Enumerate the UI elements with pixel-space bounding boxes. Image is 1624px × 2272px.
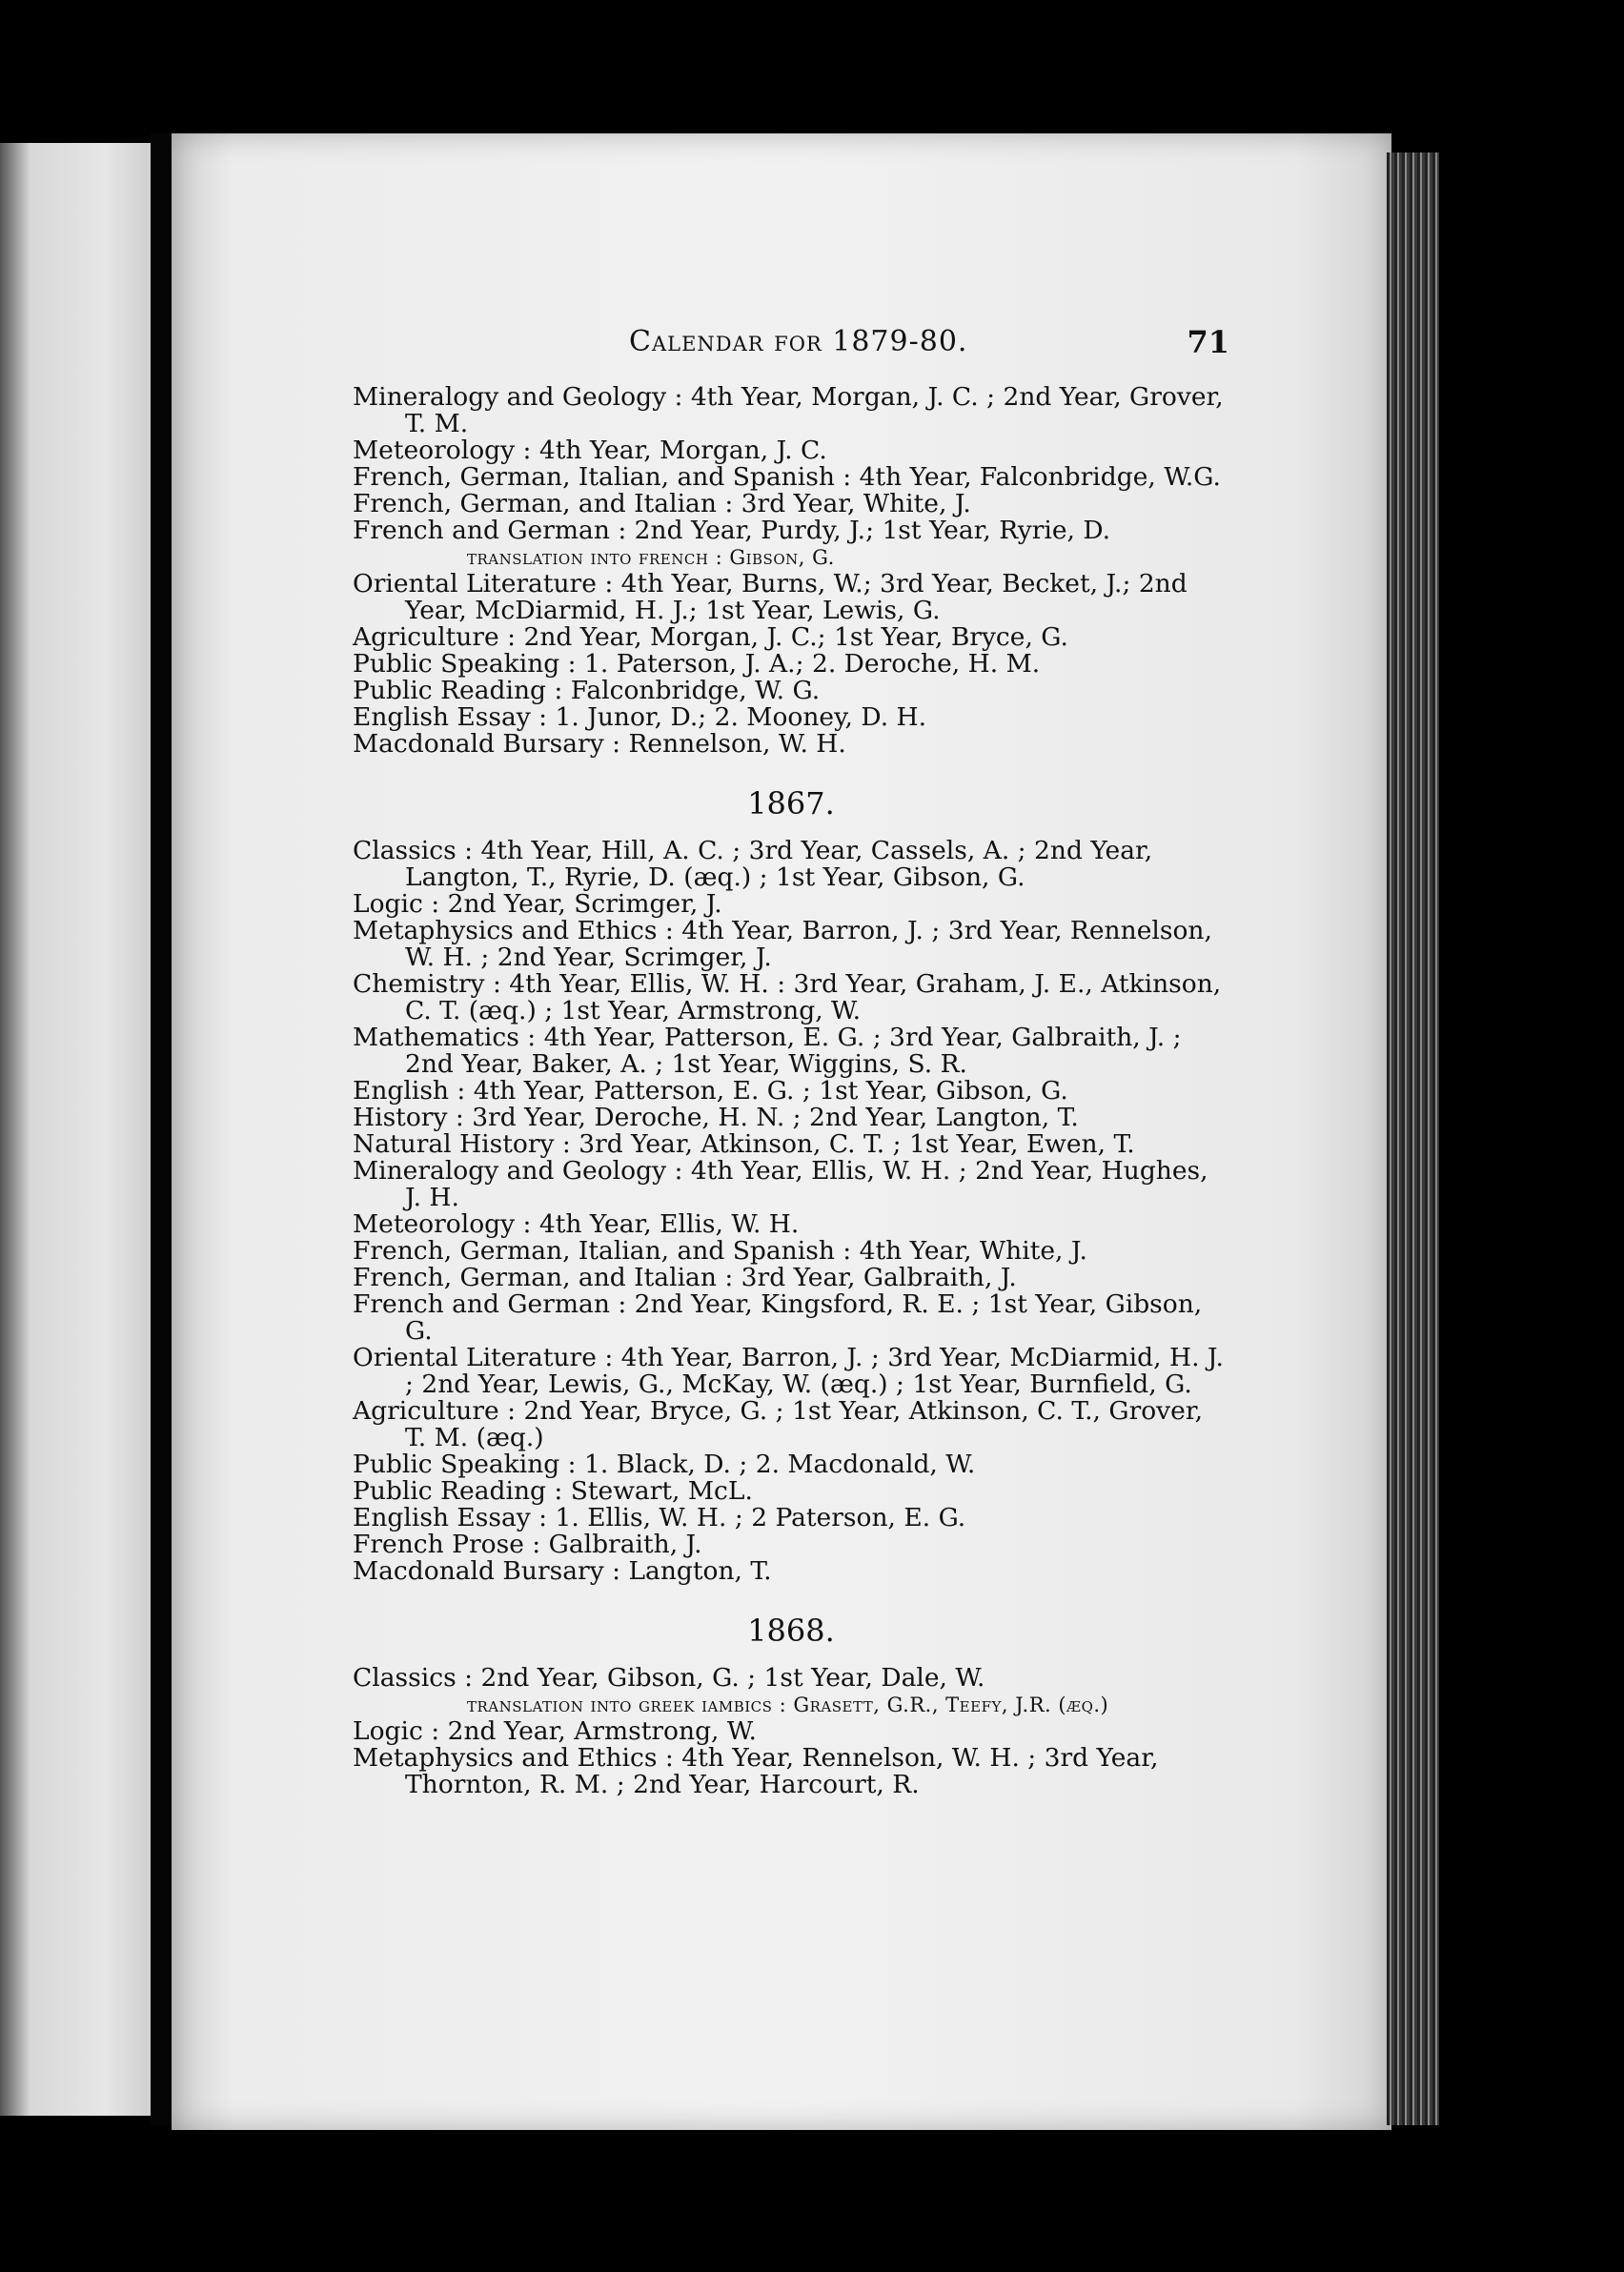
running-header bbox=[353, 324, 1229, 375]
entry: English : 4th Year, Patterson, E. G. ; 1st Year, Gibson, G. bbox=[353, 1076, 1068, 1106]
entry: Meteorology : 4th Year, Ellis, W. H. bbox=[353, 1209, 800, 1239]
entry: Public Reading : Falconbridge, W. G. bbox=[353, 676, 821, 705]
entry: Oriental Literature : 4th Year, Barron, J. ; 3rd Year, McDiarmid, H. J. ; 2nd Year, Lewis, G., McKay, W. (æq.) ; 1st Year, Burnfield, G. bbox=[353, 1343, 1224, 1399]
page-stack-edges bbox=[1387, 152, 1439, 2125]
subentry: translation into french : Gibson, G. bbox=[467, 546, 835, 569]
entry: Mineralogy and Geology : 4th Year, Ellis, W. H. ; 2nd Year, Hughes, J. H. bbox=[353, 1156, 1208, 1212]
entry: French, German, and Italian : 3rd Year, Galbraith, J. bbox=[353, 1263, 1017, 1292]
entry: Classics : 4th Year, Hill, A. C. ; 3rd Year, Cassels, A. ; 2nd Year, Langton, T., Ryrie, D. (æq.) ; 1st Year, Gibson, G. bbox=[353, 836, 1153, 892]
page-text bbox=[353, 324, 1229, 1799]
entry: French, German, Italian, and Spanish : 4th Year, White, J. bbox=[353, 1236, 1087, 1266]
entry: Macdonald Bursary : Rennelson, W. H. bbox=[353, 729, 846, 759]
entry: Agriculture : 2nd Year, Bryce, G. ; 1st Year, Atkinson, C. T., Grover, T. M. (æq.) bbox=[353, 1396, 1204, 1452]
entry: Public Reading : Stewart, McL. bbox=[353, 1476, 753, 1506]
section-1867 bbox=[353, 838, 1229, 1585]
entry: Logic : 2nd Year, Armstrong, W. bbox=[353, 1716, 757, 1746]
entry: French and German : 2nd Year, Purdy, J.; 1st Year, Ryrie, D. bbox=[353, 516, 1111, 545]
entry: Natural History : 3rd Year, Atkinson, C. T. ; 1st Year, Ewen, T. bbox=[353, 1129, 1135, 1159]
entry: English Essay : 1. Ellis, W. H. ; 2 Paterson, E. G. bbox=[353, 1503, 966, 1532]
entry: Public Speaking : 1. Paterson, J. A.; 2. Deroche, H. M. bbox=[353, 649, 1041, 679]
facing-page-edge bbox=[0, 143, 151, 2116]
entry: Macdonald Bursary : Langton, T. bbox=[353, 1556, 772, 1586]
entry: French Prose : Galbraith, J. bbox=[353, 1530, 702, 1559]
entry: Metaphysics and Ethics : 4th Year, Barron, J. ; 3rd Year, Rennelson, W. H. ; 2nd Year, Scrimger, J. bbox=[353, 916, 1212, 972]
entry: Agriculture : 2nd Year, Morgan, J. C.; 1st Year, Bryce, G. bbox=[353, 622, 1068, 652]
section-heading-1868: 1868. bbox=[747, 1613, 835, 1649]
section-1868 bbox=[353, 1665, 1229, 1798]
entry: English Essay : 1. Junor, D.; 2. Mooney, D. H. bbox=[353, 702, 927, 732]
entry: Classics : 2nd Year, Gibson, G. ; 1st Year, Dale, W. bbox=[353, 1663, 985, 1693]
entry: History : 3rd Year, Deroche, H. N. ; 2nd Year, Langton, T. bbox=[353, 1103, 1079, 1132]
entry: Meteorology : 4th Year, Morgan, J. C. bbox=[353, 436, 827, 465]
entry: French and German : 2nd Year, Kingsford, R. E. ; 1st Year, Gibson, G. bbox=[353, 1289, 1203, 1346]
entry: French, German, Italian, and Spanish : 4th Year, Falconbridge, W.G. bbox=[353, 462, 1221, 492]
entry: Logic : 2nd Year, Scrimger, J. bbox=[353, 889, 722, 919]
entry: Chemistry : 4th Year, Ellis, W. H. : 3rd Year, Graham, J. E., Atkinson, C. T. (æq.) ; 1st Year, Armstrong, W. bbox=[353, 969, 1222, 1025]
entry: Oriental Literature : 4th Year, Burns, W.; 3rd Year, Becket, J.; 2nd Year, McDiarmid, H. J.; 1st Year, Lewis, G. bbox=[353, 569, 1188, 625]
block-1866-continued bbox=[353, 384, 1229, 758]
header-title: Calendar for 1879-80. bbox=[629, 325, 968, 358]
entry: Mathematics : 4th Year, Patterson, E. G. ; 3rd Year, Galbraith, J. ; 2nd Year, Baker, A. ; 1st Year, Wiggins, S. R. bbox=[353, 1023, 1182, 1079]
section-heading-1867: 1867. bbox=[747, 785, 835, 822]
subentry: translation into greek iambics : Grasett, G.R., Teefy, J.R. (æq.) bbox=[467, 1694, 1109, 1716]
entry: Mineralogy and Geology : 4th Year, Morgan, J. C. ; 2nd Year, Grover, T. M. bbox=[353, 382, 1224, 438]
entry: French, German, and Italian : 3rd Year, White, J. bbox=[353, 489, 971, 518]
page-number: 71 bbox=[1187, 324, 1229, 360]
entry: Public Speaking : 1. Black, D. ; 2. Macdonald, W. bbox=[353, 1450, 976, 1479]
entry: Metaphysics and Ethics : 4th Year, Rennelson, W. H. ; 3rd Year, Thornton, R. M. ; 2nd Year, Harcourt, R. bbox=[353, 1743, 1159, 1799]
